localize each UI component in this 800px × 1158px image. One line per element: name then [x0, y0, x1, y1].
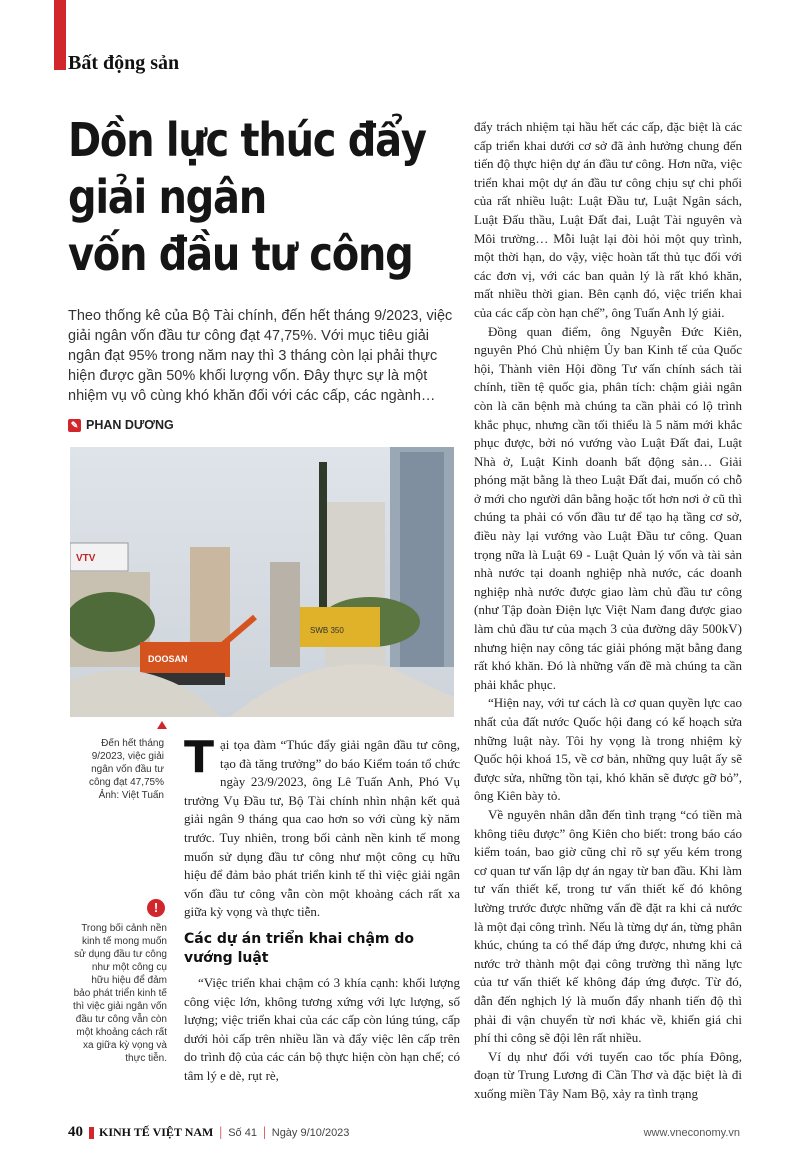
page-footer: [68, 1124, 349, 1141]
pull-quote: Trong bối cảnh nền kinh tế mong muốn sử dụng đầu tư công như một công cụ hữu hiệu để đảm bảo phát triển kinh tế thì việc giải ngân vốn đầu tư công vẫn còn một khoảng cách rất xa giữa kỳ vọng và thực tiễn.: [73, 923, 167, 1064]
body-column-1: [184, 732, 460, 1086]
subheading: Các dự án triển khai chậm do vướng luật: [184, 930, 414, 966]
machine-model: SWB 350: [310, 626, 344, 635]
body-paragraph: Ví dụ như đối với tuyến cao tốc phía Đông, đoạn từ Trung Lương đi Cần Thơ và đặc biệt là đi xuống miền Tây Nam Bộ, xảy ra tình trạng: [474, 1048, 742, 1101]
exclamation-icon: !: [147, 899, 165, 917]
construction-photo: [70, 447, 454, 717]
body-paragraph: “Hiện nay, với tư cách là cơ quan quyền lực cao nhất của đất nước Quốc hội đang có kế hoạch sửa những luật này. Tôi hy vọng là trong nhiệm kỳ Quốc hội khoá 15, về cơ bản, những quy luật ấy sẽ được sửa, những tồn tại, khó khăn sẽ được gỡ bỏ”, ông Kiên bày tỏ.: [474, 695, 742, 804]
issue-number: Số 41: [228, 1126, 257, 1139]
caption-credit: Ảnh: Việt Tuấn: [98, 790, 164, 801]
billboard: [70, 543, 128, 571]
website-url: www.vneconomy.vn: [643, 1127, 740, 1139]
billboard-text: VTV: [76, 553, 96, 564]
footer-marker: [89, 1127, 94, 1139]
section-label: Bất động sản: [68, 52, 180, 74]
headline-line-2: giải ngân: [68, 170, 266, 224]
intro-paragraph: ại tọa đàm “Thúc đẩy giải ngân đầu tư công, tạo đà tăng trưởng” do báo Kiểm toán tổ chức ngày 23/9/2023, ông Lê Tuấn Anh, Phó Vụ trưởng Vụ Đầu tư, Bộ Tài chính nhìn nhận kết quả giải ngân 9 tháng qua cao hơn so với cùng kỳ năm trước. Tuy nhiên, trong bối cảnh nền kinh tế mong muốn sử dụng đầu tư công như một công cụ hữu hiệu để đảm bảo phát triển kinh tế thì việc giải ngân vốn đầu tư công vẫn còn một khoảng cách rất xa giữa kỳ vọng và thực tiễn.: [184, 737, 460, 920]
body-paragraph: Đồng quan điểm, ông Nguyễn Đức Kiên, nguyên Phó Chủ nhiệm Ủy ban Kinh tế của Quốc hội, Thành viên Hội đồng Tư vấn chính sách tài chính, tiền tệ quốc gia, phân tích: chậm giải ngân còn là căn bệnh mà chúng ta cần phải có lộ trình khắc phục, nhưng cần tối thiểu là 5 năm mới khắc phục được, bởi nó vướng vào Luật Đất đai, Luật Nhà ở, Luật Kinh doanh bất động sản… Giải phóng mặt bằng là theo Luật Đất đai, muốn có chỗ ở mới cho người dân bằng hoặc tốt hơn nơi ở cũ thì chúng ta phải có vốn đầu tư để tạo hạ tầng cơ sở, điều này lại vướng vào Luật Đầu tư công. Quan trọng nữa là Luật 69 - Luật Quản lý vốn và tài sản nhà nước tại doanh nghiệp nhà nước, các doanh nghiệp nhà nước được giao làm chủ đầu tư công (như Tập đoàn Điện lực Việt Nam đang được giao làm chủ đầu tư của mạch 3 của đường dây 500kV) nhưng hiện nay công tác giải phóng mặt bằng đang rất khó khăn. Đó là những vấn đề mà chúng ta cần phải khắc phục.: [474, 323, 742, 692]
footer-separator: |: [219, 1124, 223, 1140]
body-paragraph: Về nguyên nhân dẫn đến tình trạng “có tiền mà không tiêu được” ông Kiên cho biết: trong báo cáo kiểm toán, bao giờ cũng chỉ rõ sự yếu kém trong cơ quan tư vấn lập dự án ngay từ ban đầu. Khi làm tư vấn thiết kế, trong tư vấn thiết kế đó không lường trước được những vấn đề đặt ra khi cả nước là một đại công trình. Nếu là từng dự án, từng phân khúc, chúng ta có thể đáp ứng được, nhưng khi cả nước trở thành một đại công trường thì năng lực của tư vấn thiết kế không đáp ứng được. Từ đó, dẫn đến nghịch lý là muốn đẩy nhanh tiến độ thì phải đi vận chuyển từ nơi khác về, khiến giá chi phí thi công sẽ đội lên rất nhiều.: [474, 806, 742, 1046]
byline: [68, 418, 174, 432]
body-paragraph-continued: đẩy trách nhiệm tại hầu hết các cấp, đặc biệt là các cấp triển khai dưới cơ sở đã ảnh hưởng chung đến tiến độ thực hiện dự án đầu tư công. Hơn nữa, việc triển khai một dự án đầu tư công chịu sự chi phối của rất nhiều luật: Luật Đầu tư, Luật Ngân sách, Luật Đấu thầu, Luật Đất đai, Luật Tài nguyên và Môi trường… Mỗi luật lại đòi hỏi một quy trình, một thời hạn, do vậy, việc hoàn tất thủ tục đối với các đơn vị, với các ban quản lý là rất khó khăn, mất nhiều thời gian. Bên cạnh đó, việc triển khai của các cấp còn hạn chế”, ông Tuấn Anh lý giải.: [474, 119, 742, 320]
photo-caption: [72, 737, 164, 802]
magazine-name: KINH TẾ VIỆT NAM: [99, 1125, 214, 1139]
footer-separator: |: [262, 1124, 266, 1140]
caption-text: Đến hết tháng 9/2023, việc giải ngân vốn đầu tư công đạt 47,75%: [88, 738, 164, 788]
dropcap: T: [184, 732, 215, 783]
body-paragraph: “Việc triển khai chậm có 3 khía cạnh: khối lượng công việc lớn, không tương xứng với lực lượng, số lượng; việc triển khai của các cấp còn lúng túng, cấp dưới hỏi cấp trên nhiều lần và đẩy việc lên cấp trên do trình độ của các cán bộ thực hiện còn hạn chế; có tâm lý e dè, rụt rè,: [184, 974, 460, 1083]
lead-paragraph: Theo thống kê của Bộ Tài chính, đến hết tháng 9/2023, việc giải ngân vốn đầu tư công đạt 47,75%. Với mục tiêu giải ngân đạt 95% trong năm nay thì 3 tháng còn lại phải thực hiện được gần 50% khối lượng vốn. Đây thực sự là một nhiệm vụ vô cùng khó khăn đối với các cấp, các ngành…: [68, 308, 453, 404]
issue-date: Ngày 9/10/2023: [271, 1126, 350, 1139]
section-marker-bar: [54, 0, 66, 70]
author-name: PHAN DƯƠNG: [86, 418, 174, 432]
page-number: 40: [68, 1124, 83, 1140]
body-column-2: [474, 118, 742, 1103]
machine-brand: DOOSAN: [148, 654, 188, 664]
caption-arrow-icon: [157, 721, 167, 729]
headline: [68, 112, 468, 283]
headline-line-3: vốn đầu tư công: [68, 227, 413, 281]
headline-line-1: Dồn lực thúc đẩy: [68, 113, 426, 167]
author-icon: ✎: [68, 419, 81, 432]
